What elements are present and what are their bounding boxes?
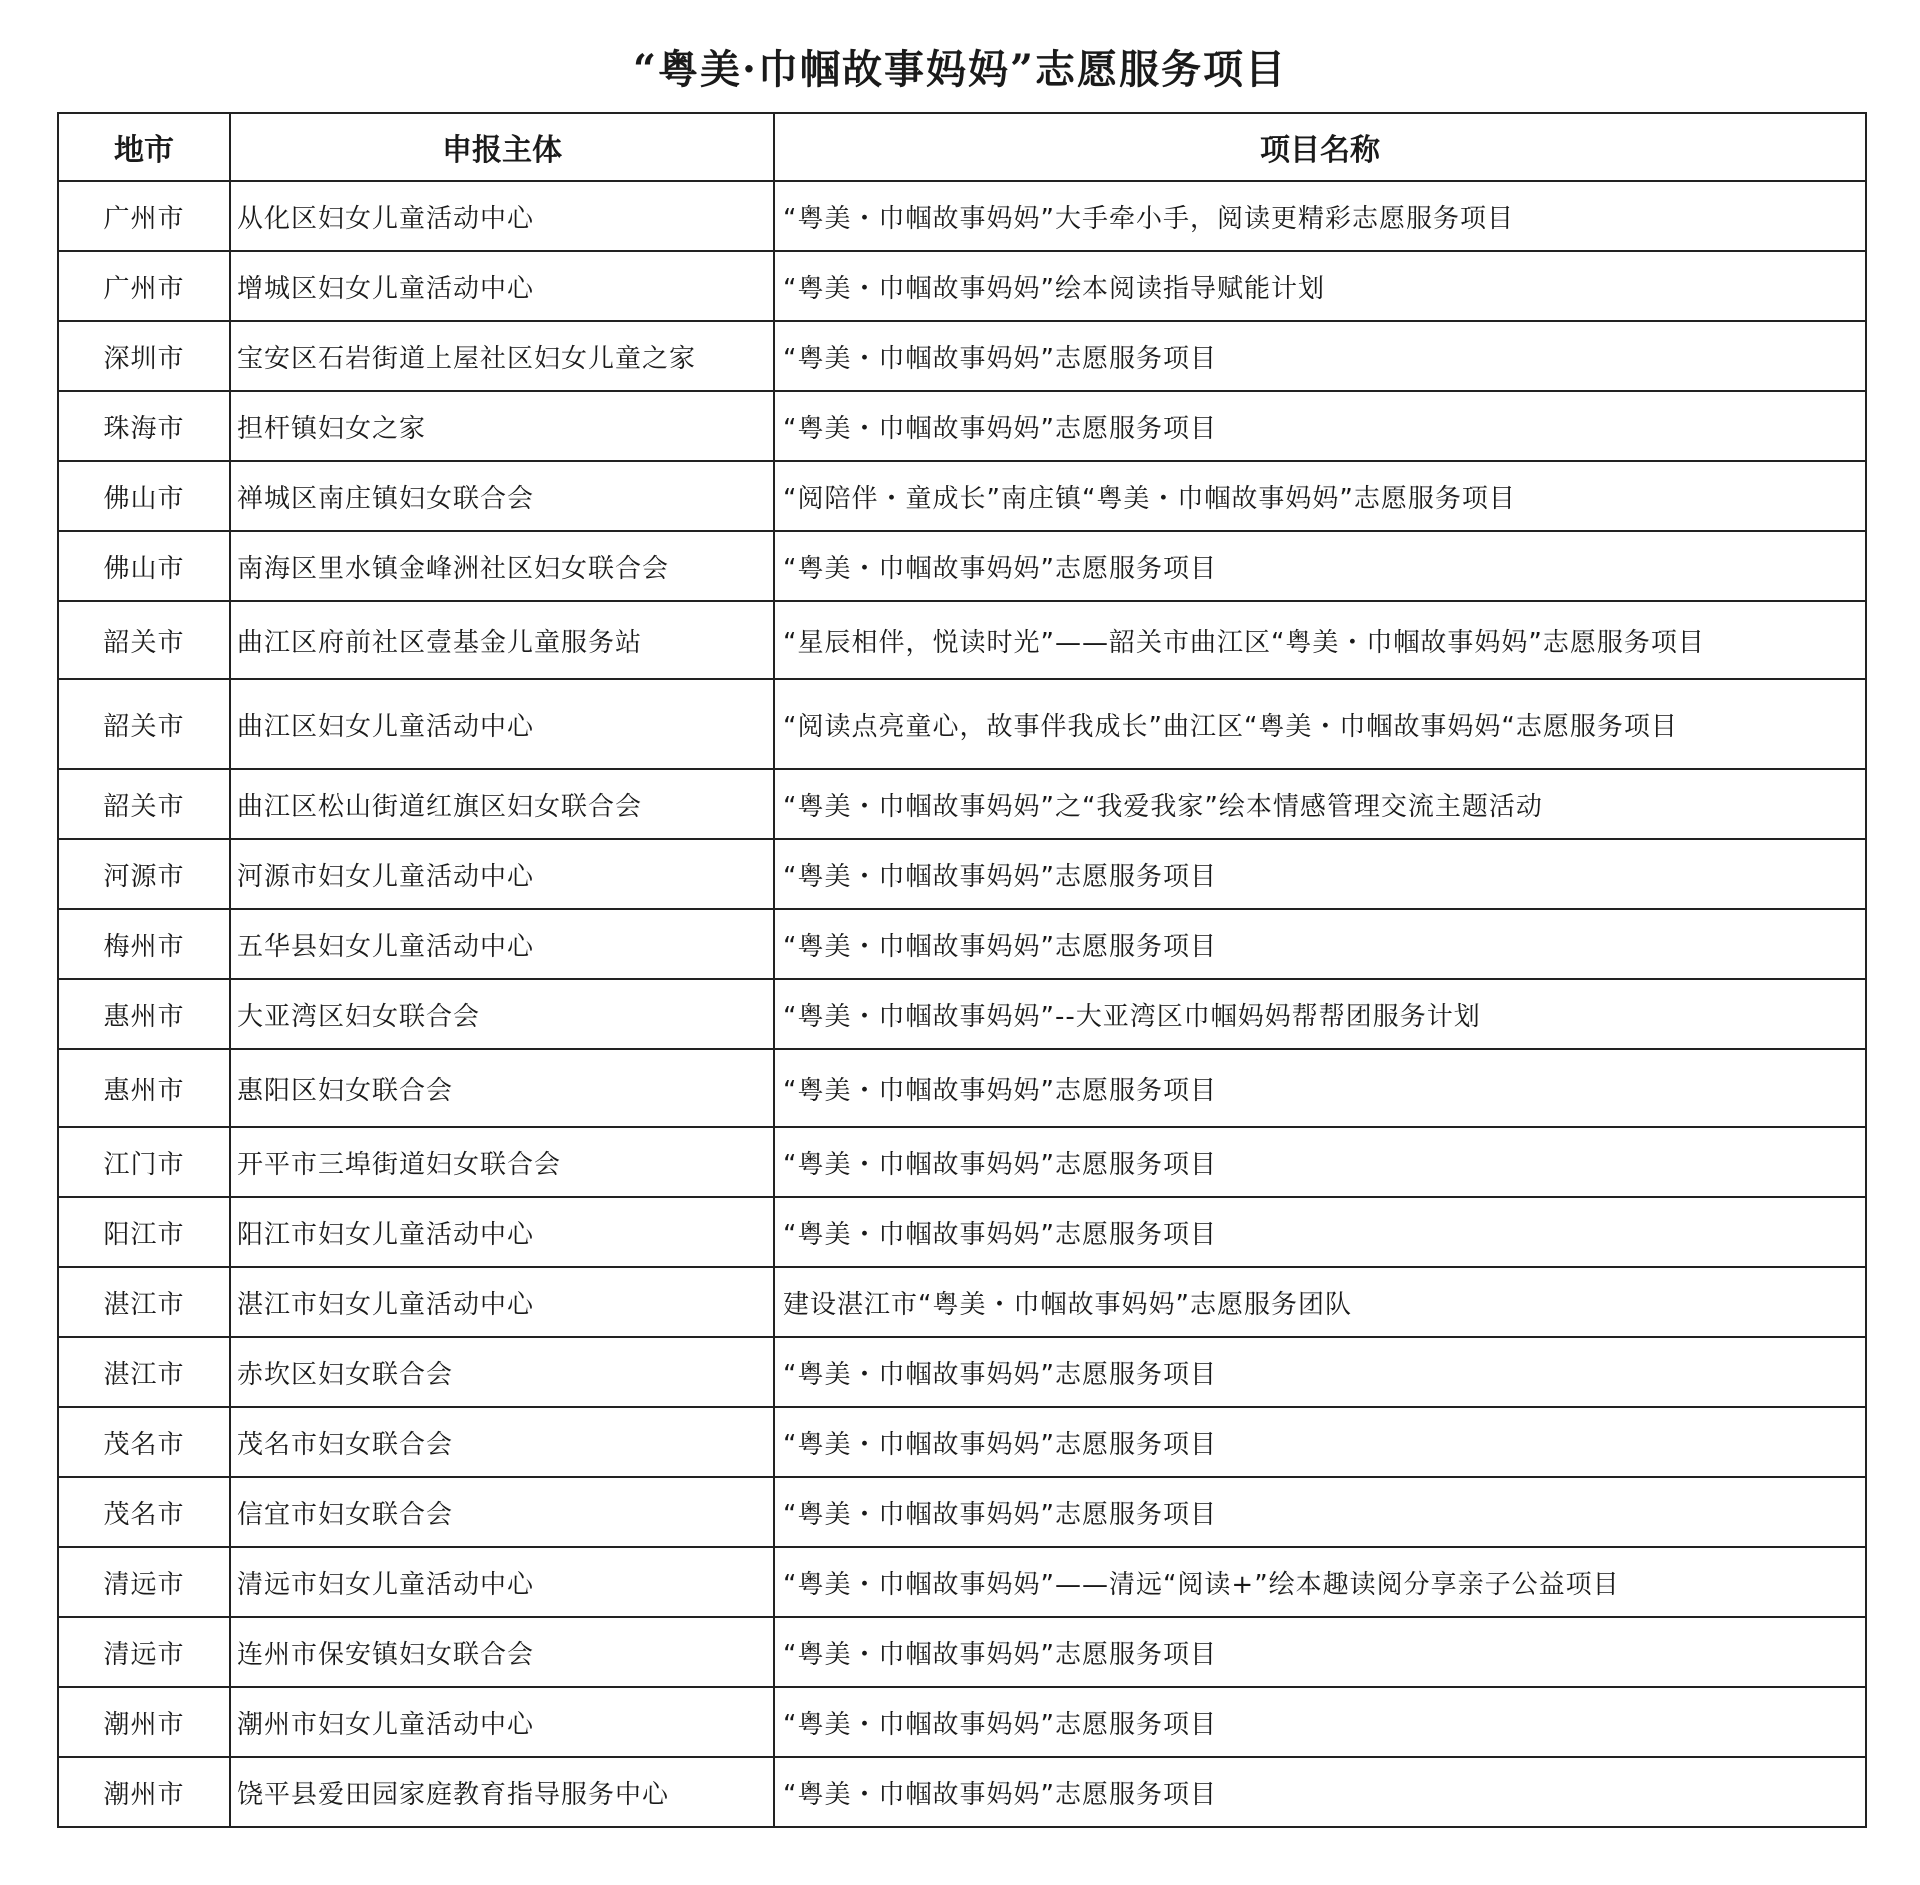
org-cell: 担杆镇妇女之家 [230,391,774,461]
city-cell: 广州市 [58,181,230,251]
project-cell: “粤美・巾帼故事妈妈”志愿服务项目 [774,1049,1866,1127]
project-cell: “粤美・巾帼故事妈妈”志愿服务项目 [774,1477,1866,1547]
project-cell: “粤美・巾帼故事妈妈”绘本阅读指导赋能计划 [774,251,1866,321]
header-project: 项目名称 [774,113,1866,181]
table-row [58,769,1866,839]
document-title: “粤美·巾帼故事妈妈”志愿服务项目 [633,46,1287,93]
org-cell: 曲江区府前社区壹基金儿童服务站 [230,601,774,679]
city-cell: 潮州市 [58,1757,230,1827]
org-cell: 信宜市妇女联合会 [230,1477,774,1547]
project-cell: “粤美・巾帼故事妈妈”志愿服务项目 [774,1127,1866,1197]
table-row [58,1617,1866,1687]
project-cell: “粤美・巾帼故事妈妈”志愿服务项目 [774,1757,1866,1827]
project-cell: 建设湛江市“粤美・巾帼故事妈妈”志愿服务团队 [774,1267,1866,1337]
project-cell: “粤美・巾帼故事妈妈”大手牵小手，阅读更精彩志愿服务项目 [774,181,1866,251]
city-cell: 佛山市 [58,461,230,531]
project-cell: “粤美・巾帼故事妈妈”志愿服务项目 [774,1687,1866,1757]
city-cell: 清远市 [58,1617,230,1687]
project-cell: “粤美・巾帼故事妈妈”——清远“阅读+”绘本趣读阅分享亲子公益项目 [774,1547,1866,1617]
project-cell: “粤美・巾帼故事妈妈”志愿服务项目 [774,531,1866,601]
city-cell: 河源市 [58,839,230,909]
table-row [58,1267,1866,1337]
project-cell: “粤美・巾帼故事妈妈”志愿服务项目 [774,1617,1866,1687]
city-cell: 茂名市 [58,1407,230,1477]
city-cell: 惠州市 [58,979,230,1049]
project-cell: “粤美・巾帼故事妈妈”志愿服务项目 [774,839,1866,909]
project-cell: “粤美・巾帼故事妈妈”志愿服务项目 [774,909,1866,979]
table-row [58,531,1866,601]
org-cell: 从化区妇女儿童活动中心 [230,181,774,251]
table-row [58,1337,1866,1407]
project-cell: “阅陪伴・童成长”南庄镇“粤美・巾帼故事妈妈”志愿服务项目 [774,461,1866,531]
project-table [57,112,1867,1828]
table-row [58,391,1866,461]
org-cell: 连州市保安镇妇女联合会 [230,1617,774,1687]
city-cell: 湛江市 [58,1267,230,1337]
city-cell: 广州市 [58,251,230,321]
city-cell: 茂名市 [58,1477,230,1547]
project-cell: “粤美・巾帼故事妈妈”志愿服务项目 [774,1197,1866,1267]
org-cell: 开平市三埠街道妇女联合会 [230,1127,774,1197]
table-row [58,1757,1866,1827]
org-cell: 增城区妇女儿童活动中心 [230,251,774,321]
table-row [58,1407,1866,1477]
org-cell: 河源市妇女儿童活动中心 [230,839,774,909]
project-cell: “粤美・巾帼故事妈妈”志愿服务项目 [774,321,1866,391]
org-cell: 曲江区妇女儿童活动中心 [230,679,774,769]
org-cell: 湛江市妇女儿童活动中心 [230,1267,774,1337]
project-cell: “粤美・巾帼故事妈妈”--大亚湾区巾帼妈妈帮帮团服务计划 [774,979,1866,1049]
table-row [58,181,1866,251]
city-cell: 惠州市 [58,1049,230,1127]
org-cell: 茂名市妇女联合会 [230,1407,774,1477]
city-cell: 湛江市 [58,1337,230,1407]
org-cell: 饶平县爱田园家庭教育指导服务中心 [230,1757,774,1827]
table-row [58,839,1866,909]
table-body [58,181,1866,1827]
city-cell: 深圳市 [58,321,230,391]
table-row [58,601,1866,679]
table-row [58,909,1866,979]
table-row [58,1477,1866,1547]
org-cell: 赤坎区妇女联合会 [230,1337,774,1407]
table-row [58,321,1866,391]
city-cell: 江门市 [58,1127,230,1197]
org-cell: 清远市妇女儿童活动中心 [230,1547,774,1617]
org-cell: 潮州市妇女儿童活动中心 [230,1687,774,1757]
project-cell: “粤美・巾帼故事妈妈”志愿服务项目 [774,391,1866,461]
city-cell: 佛山市 [58,531,230,601]
table-row [58,461,1866,531]
table-row [58,251,1866,321]
city-cell: 珠海市 [58,391,230,461]
table-row [58,1049,1866,1127]
project-cell: “粤美・巾帼故事妈妈”之“我爱我家”绘本情感管理交流主题活动 [774,769,1866,839]
city-cell: 潮州市 [58,1687,230,1757]
org-cell: 五华县妇女儿童活动中心 [230,909,774,979]
project-cell: “粤美・巾帼故事妈妈”志愿服务项目 [774,1407,1866,1477]
table-row [58,1547,1866,1617]
table-row [58,1127,1866,1197]
org-cell: 曲江区松山街道红旗区妇女联合会 [230,769,774,839]
city-cell: 韶关市 [58,769,230,839]
org-cell: 惠阳区妇女联合会 [230,1049,774,1127]
table-header [58,113,1866,181]
project-cell: “星辰相伴，悦读时光”——韶关市曲江区“粤美・巾帼故事妈妈”志愿服务项目 [774,601,1866,679]
table-row [58,1687,1866,1757]
org-cell: 南海区里水镇金峰洲社区妇女联合会 [230,531,774,601]
table-row [58,979,1866,1049]
header-row [58,113,1866,181]
org-cell: 阳江市妇女儿童活动中心 [230,1197,774,1267]
city-cell: 韶关市 [58,601,230,679]
project-cell: “粤美・巾帼故事妈妈”志愿服务项目 [774,1337,1866,1407]
city-cell: 梅州市 [58,909,230,979]
header-org: 申报主体 [230,113,774,181]
project-cell: “阅读点亮童心，故事伴我成长”曲江区“粤美・巾帼故事妈妈“志愿服务项目 [774,679,1866,769]
table-row [58,679,1866,769]
city-cell: 清远市 [58,1547,230,1617]
org-cell: 宝安区石岩街道上屋社区妇女儿童之家 [230,321,774,391]
org-cell: 大亚湾区妇女联合会 [230,979,774,1049]
table-row [58,1197,1866,1267]
city-cell: 阳江市 [58,1197,230,1267]
org-cell: 禅城区南庄镇妇女联合会 [230,461,774,531]
city-cell: 韶关市 [58,679,230,769]
header-city: 地市 [58,113,230,181]
